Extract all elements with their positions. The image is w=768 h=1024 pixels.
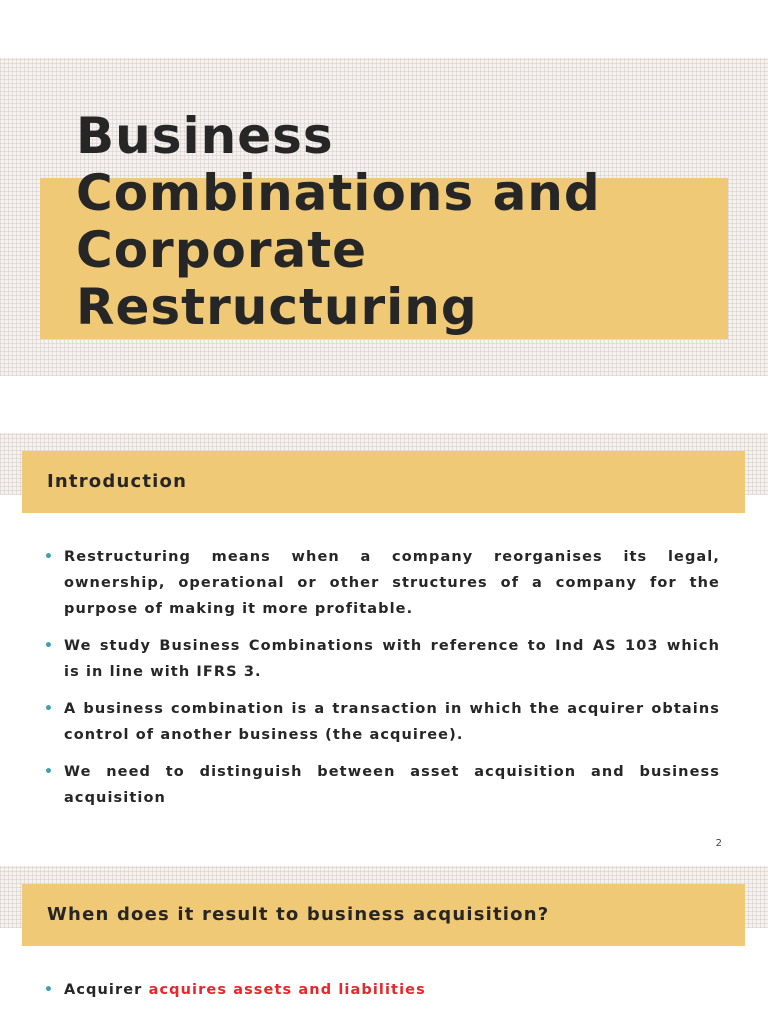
intro-header-bar <box>22 451 745 513</box>
acquisition-bullet-list <box>44 977 720 1014</box>
bullet-text: We need to distinguish between asset acquisition and business acquisition <box>64 764 720 806</box>
bullet-text: Restructuring means when a company reorganises its legal, ownership, operational or other structures of a company for the purpose of making it more profitable. <box>64 549 720 617</box>
bullet-highlight-text: acquires assets and liabilities <box>148 982 426 998</box>
acquisition-header-bar <box>22 884 745 946</box>
bullet-text: A business combination is a transaction in which the acquirer obtains control of another business (the acquiree). <box>64 701 720 743</box>
bullet-text-prefix: Acquirer <box>64 982 149 998</box>
list-item <box>44 544 720 622</box>
presentation-title: Business Combinations and Corporate Restructuring <box>76 107 601 336</box>
list-item <box>44 633 720 685</box>
bullet-dot-icon: • <box>44 701 55 717</box>
bullet-dot-icon: • <box>44 638 55 654</box>
intro-heading: Introduction <box>47 471 188 492</box>
bullet-dot-icon: • <box>44 764 55 780</box>
list-item <box>44 977 720 1003</box>
list-item <box>44 696 720 748</box>
bullet-text: We study Business Combinations with reference to Ind AS 103 which is in line with IFRS 3. <box>64 638 720 680</box>
bullet-dot-icon: • <box>44 549 55 565</box>
acquisition-heading: When does it result to business acquisition? <box>47 904 550 925</box>
bullet-dot-icon: • <box>44 982 55 998</box>
intro-bullet-list <box>44 544 720 822</box>
page-number: 2 <box>715 838 722 849</box>
list-item <box>44 759 720 811</box>
